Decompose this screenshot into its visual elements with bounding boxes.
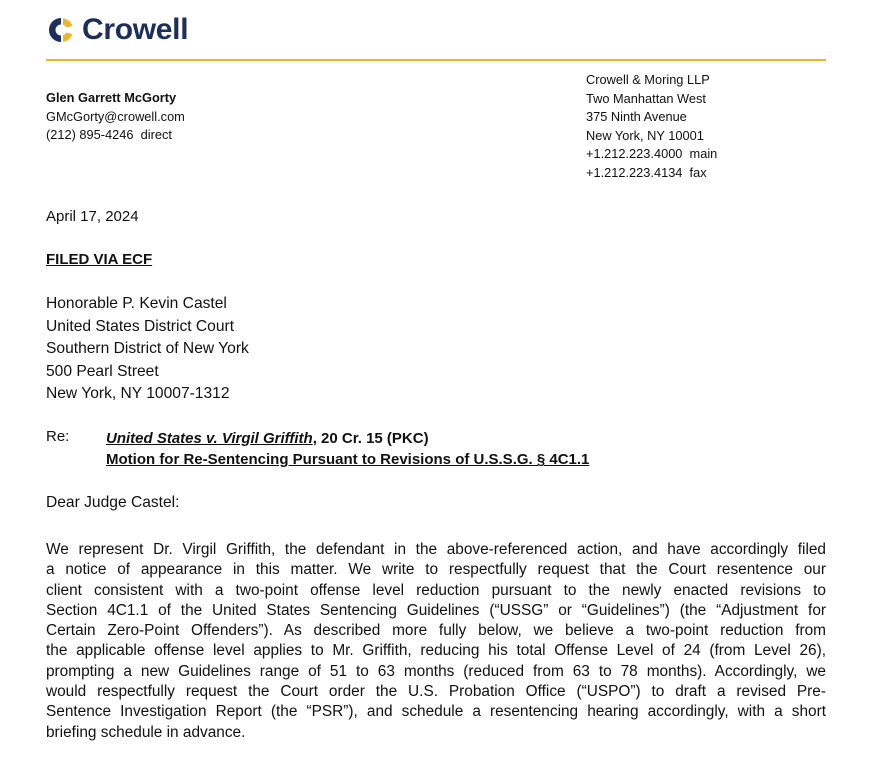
firm-name: Crowell & Moring LLP bbox=[586, 72, 710, 87]
addressee-line: 500 Pearl Street bbox=[46, 362, 159, 380]
filing-method: FILED VIA ECF bbox=[46, 251, 153, 268]
paragraph-line: briefing schedule in advance. bbox=[46, 723, 246, 741]
paragraph-line: Sentence Investigation Report (the “PSR”), and schedule a resentencing hearing accordingly, with a short bbox=[46, 703, 826, 721]
addressee-line: New York, NY 10007-1312 bbox=[46, 385, 230, 402]
firm-address-line: New York, NY 10001 bbox=[586, 127, 704, 143]
sender-name: Glen Garrett McGorty bbox=[46, 90, 177, 105]
paragraph-line: Section 4C1.1 of the United States Sentencing Guidelines (“USSG” or “Guidelines”) (the “Adjustment for bbox=[46, 601, 826, 619]
letterhead-logo bbox=[46, 12, 188, 48]
addressee-line: Honorable P. Kevin Castel bbox=[46, 295, 227, 312]
paragraph-line: prompting a new Guidelines range of 51 to 63 months (reduced from 63 to 78 months). Accordingly, we bbox=[46, 662, 826, 680]
letterhead-divider bbox=[46, 59, 826, 61]
firm-address-block bbox=[586, 71, 717, 182]
crowell-c-logo-icon bbox=[46, 15, 76, 45]
sender-email: GMcGorty@crowell.com bbox=[46, 108, 185, 124]
paragraph-line: the applicable offense level applies to Mr. Griffith, reducing his total Offense Level of 24 (from Level 26), bbox=[46, 642, 826, 660]
paragraph-line: Certain Zero-Point Offenders”). As described more fully below, we believe a two-point reduction from bbox=[46, 622, 826, 640]
re-block bbox=[106, 428, 589, 470]
re-case-number: , 20 Cr. 15 (PKC) bbox=[312, 430, 429, 447]
addressee-line: United States District Court bbox=[46, 317, 235, 335]
sender-phone: (212) 895-4246 direct bbox=[46, 127, 172, 142]
sender-block bbox=[46, 89, 185, 145]
re-case-name: United States v. Virgil Griffith bbox=[106, 430, 313, 447]
firm-address-line: Two Manhattan West bbox=[586, 90, 706, 106]
firm-fax: +1.212.223.4134 fax bbox=[586, 164, 707, 180]
paragraph-line: client consistent with a two-point offense level reduction pursuant to the newly enacted revisions to bbox=[46, 581, 826, 599]
paragraph-line: We represent Dr. Virgil Griffith, the defendant in the above-referenced action, and have accordingly filed bbox=[46, 541, 826, 558]
brand-name: Crowell bbox=[82, 13, 189, 46]
re-subject: Motion for Re-Sentencing Pursuant to Revisions of U.S.S.G. § 4C1.1 bbox=[106, 451, 590, 468]
firm-main-phone: +1.212.223.4000 main bbox=[586, 146, 718, 161]
re-case-line bbox=[106, 428, 589, 449]
salutation: Dear Judge Castel: bbox=[46, 494, 180, 511]
addressee-line: Southern District of New York bbox=[46, 340, 249, 357]
paragraph-line: would respectfully request the Court order the U.S. Probation Office (“USPO”) to draft a revised Pre- bbox=[46, 683, 826, 701]
addressee-block bbox=[46, 293, 249, 406]
paragraph-line: a notice of appearance in this matter. We write to respectfully request that the Court resentence our bbox=[46, 561, 826, 579]
letter-date: April 17, 2024 bbox=[46, 208, 139, 225]
body-paragraph bbox=[46, 540, 826, 743]
firm-address-line: 375 Ninth Avenue bbox=[586, 109, 687, 124]
re-label: Re: bbox=[46, 428, 70, 445]
